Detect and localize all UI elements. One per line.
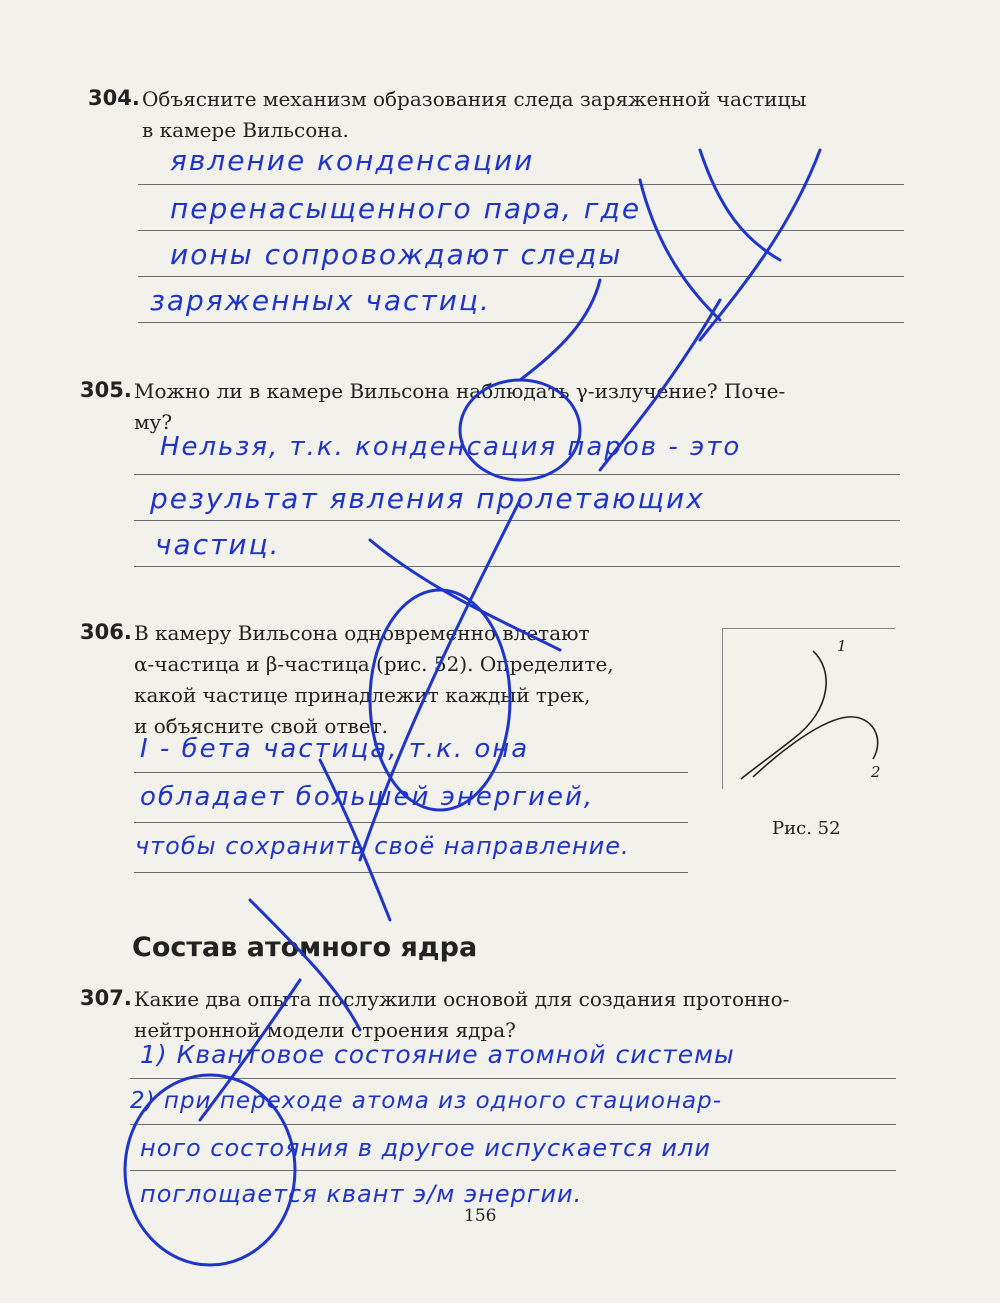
track-2-label: 2 — [871, 763, 881, 781]
track-1-label: 1 — [837, 637, 847, 655]
handwritten-answer: ного состояния в другое испускается или — [140, 1134, 711, 1162]
stroke — [640, 180, 720, 320]
handwritten-answer: I - бета частица, т.к. она — [140, 734, 530, 764]
task-text: В камеру Вильсона одновременно влетают — [134, 621, 590, 645]
task-number: 307. — [80, 986, 132, 1010]
task-number: 305. — [80, 378, 132, 402]
figure-52 — [722, 628, 895, 789]
particle-tracks-diagram — [723, 629, 895, 789]
task-text: и объясните свой ответ. — [134, 714, 389, 738]
track-1 — [741, 651, 826, 779]
task-text: Можно ли в камере Вильсона наблюдать γ-излучение? Поче- — [134, 379, 786, 403]
task-text: му? — [134, 410, 173, 434]
handwritten-answer: чтобы сохранить своё направление. — [135, 832, 630, 860]
answer-line — [134, 566, 900, 567]
task-number: 304. — [88, 86, 140, 110]
answer-line — [130, 1078, 896, 1079]
answer-line — [138, 322, 904, 323]
answer-line — [138, 230, 904, 231]
track-2 — [753, 717, 878, 777]
answer-line — [138, 184, 904, 185]
handwritten-answer: обладает большей энергией, — [140, 782, 595, 812]
handwritten-answer: результат явления пролетающих — [150, 482, 705, 515]
answer-line — [134, 772, 688, 773]
answer-line — [134, 872, 688, 873]
figure-caption: Рис. 52 — [772, 818, 841, 839]
section-title: Состав атомного ядра — [132, 932, 478, 963]
task-text: Какие два опыта послужили основой для создания протонно- — [134, 987, 790, 1011]
page-number: 156 — [464, 1206, 497, 1226]
handwritten-answer: ионы сопровождают следы — [170, 238, 623, 271]
task-text: Объясните механизм образования следа заряженной частицы — [142, 87, 807, 111]
answer-line — [138, 276, 904, 277]
task-text: в камере Вильсона. — [142, 118, 349, 142]
answer-line — [134, 474, 900, 475]
handwritten-answer: явление конденсации — [170, 144, 535, 177]
handwritten-answer: перенасыщенного пара, где — [170, 192, 642, 225]
task-text: α-частица и β-частица (рис. 52). Определите, — [134, 652, 614, 676]
answer-line — [130, 1170, 896, 1171]
handwritten-answer: поглощается квант э/м энергии. — [140, 1180, 583, 1208]
handwritten-answer: Нельзя, т.к. конденсация паров - это — [160, 432, 742, 462]
stroke — [520, 280, 600, 380]
task-number: 306. — [80, 620, 132, 644]
answer-line — [130, 1124, 896, 1125]
handwritten-answer: частиц. — [155, 528, 281, 561]
answer-line — [134, 520, 900, 521]
handwritten-answer: 1) Квантовое состояние атомной системы — [140, 1040, 735, 1069]
handwritten-answer: заряженных частиц. — [150, 284, 491, 317]
answer-line — [134, 822, 688, 823]
task-text: нейтронной модели строения ядра? — [134, 1018, 516, 1042]
handwritten-answer: 2) при переходе атома из одного стационар- — [130, 1088, 723, 1114]
stroke — [700, 150, 820, 340]
task-text: какой частице принадлежит каждый трек, — [134, 683, 591, 707]
stroke — [700, 150, 780, 260]
